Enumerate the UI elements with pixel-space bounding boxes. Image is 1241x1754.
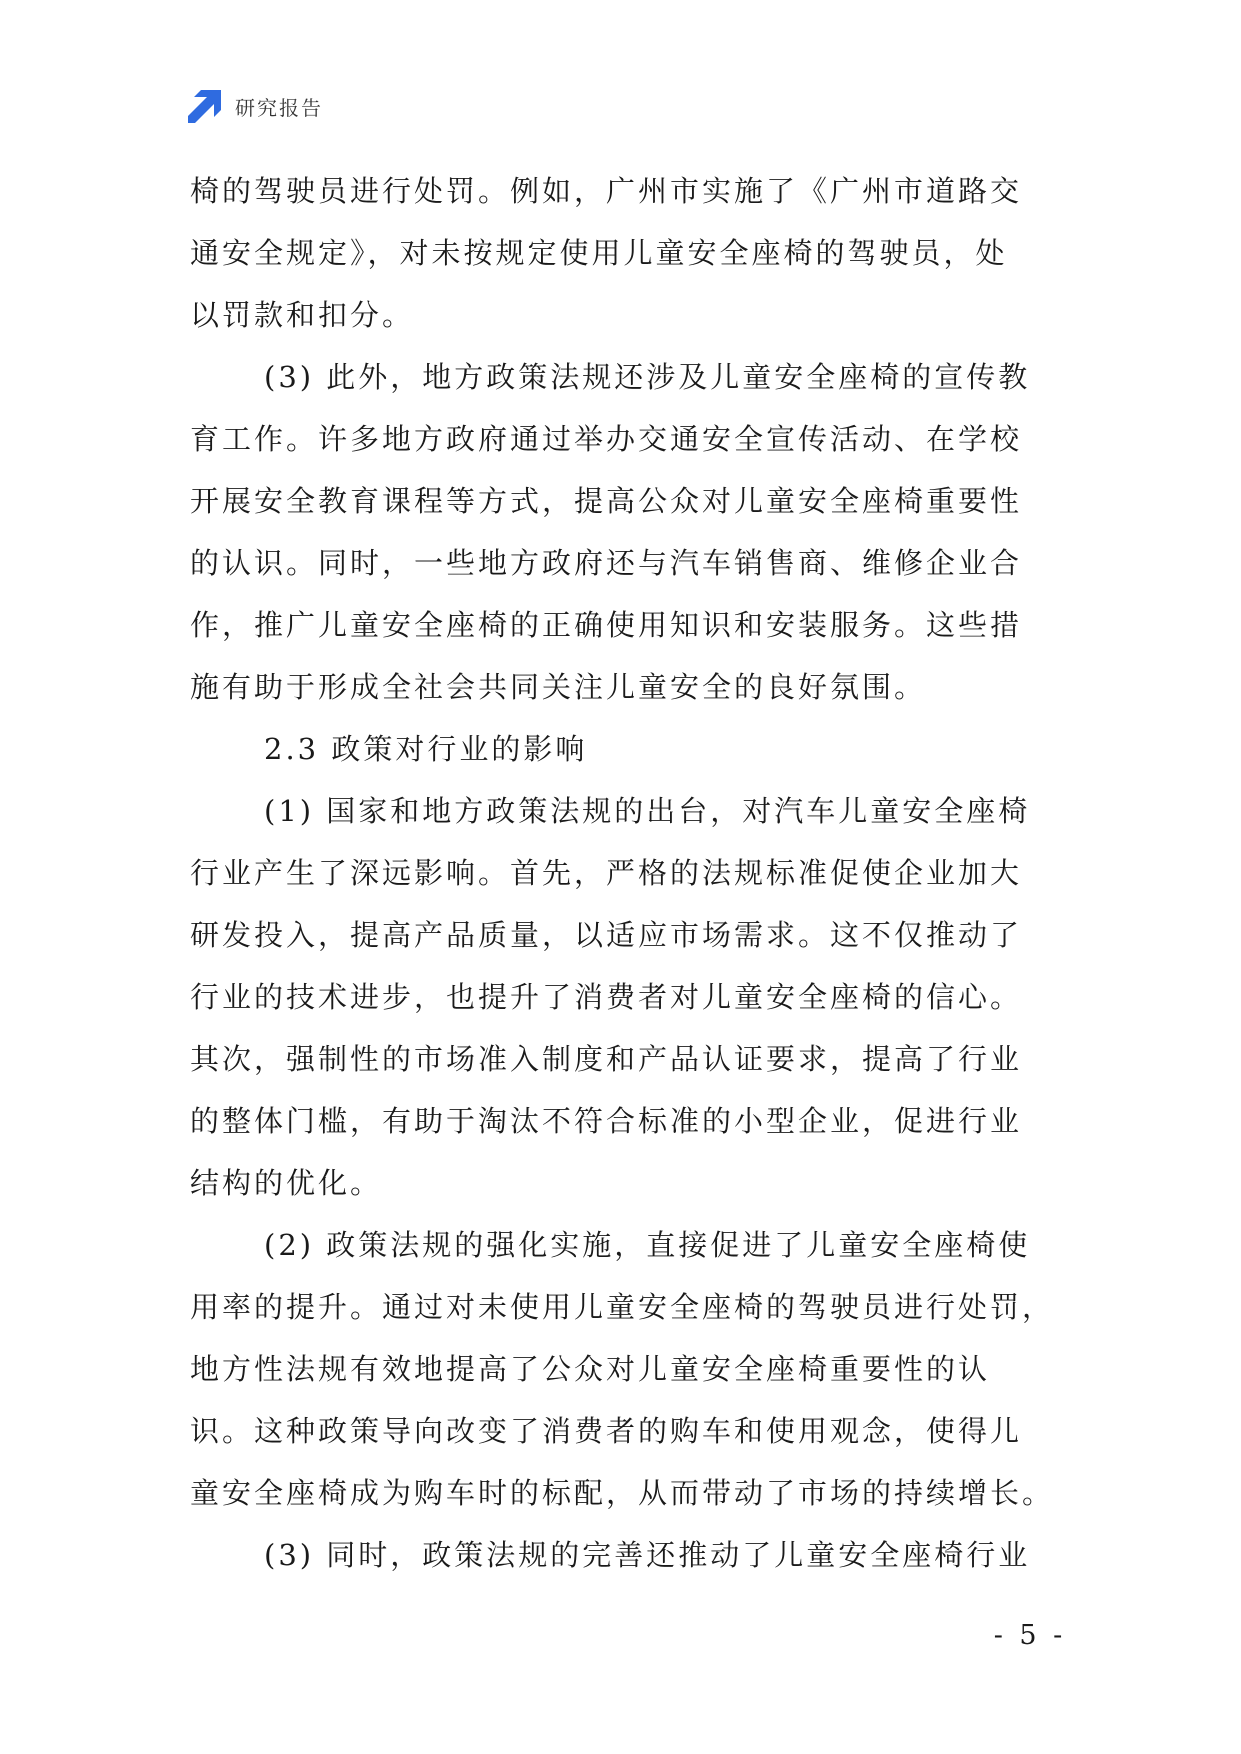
document-body — [190, 160, 1054, 1586]
section-heading: 2.3 政策对行业的影响 — [264, 732, 588, 766]
text-line: (3) 同时，政策法规的完善还推动了儿童安全座椅行业 — [264, 1538, 1031, 1572]
text-line: 作，推广儿童安全座椅的正确使用知识和安装服务。这些措 — [190, 608, 1023, 642]
text-line: 椅的驾驶员进行处罚。例如，广州市实施了《广州市道路交 — [190, 174, 1023, 208]
header-title: 研究报告 — [235, 95, 323, 120]
text-line: 行业的技术进步，也提升了消费者对儿童安全座椅的信心。 — [190, 980, 1023, 1014]
text-line: 地方性法规有效地提高了公众对儿童安全座椅重要性的认 — [190, 1352, 991, 1386]
text-line: 通安全规定》，对未按规定使用儿童安全座椅的驾驶员，处 — [190, 236, 1008, 270]
text-line: 以罚款和扣分。 — [190, 298, 415, 332]
text-line: 其次，强制性的市场准入制度和产品认证要求，提高了行业 — [190, 1042, 1023, 1076]
text-line: 识。这种政策导向改变了消费者的购车和使用观念，使得儿 — [190, 1414, 1023, 1448]
page-header — [188, 86, 323, 126]
text-line: 行业产生了深远影响。首先，严格的法规标准促使企业加大 — [190, 856, 1023, 890]
text-line: 施有助于形成全社会共同关注儿童安全的良好氛围。 — [190, 670, 927, 704]
text-line: 研发投入，提高产品质量，以适应市场需求。这不仅推动了 — [190, 918, 1023, 952]
text-line: 用率的提升。通过对未使用儿童安全座椅的驾驶员进行处罚， — [190, 1290, 1055, 1324]
arrow-up-right-icon — [188, 90, 221, 123]
text-line: (3) 此外，地方政策法规还涉及儿童安全座椅的宣传教 — [264, 360, 1031, 394]
page-number: - 5 - — [993, 1620, 1067, 1651]
text-line: 结构的优化。 — [190, 1166, 383, 1200]
text-line: (1) 国家和地方政策法规的出台，对汽车儿童安全座椅 — [264, 794, 1031, 828]
text-line: 育工作。许多地方政府通过举办交通安全宣传活动、在学校 — [190, 422, 1023, 456]
text-line: 的认识。同时，一些地方政府还与汽车销售商、维修企业合 — [190, 546, 1023, 580]
text-line: 的整体门槛，有助于淘汰不符合标准的小型企业，促进行业 — [190, 1104, 1023, 1138]
text-line: 童安全座椅成为购车时的标配，从而带动了市场的持续增长。 — [190, 1476, 1055, 1510]
text-line: 开展安全教育课程等方式，提高公众对儿童安全座椅重要性 — [190, 484, 1023, 518]
text-line: (2) 政策法规的强化实施，直接促进了儿童安全座椅使 — [264, 1228, 1031, 1262]
